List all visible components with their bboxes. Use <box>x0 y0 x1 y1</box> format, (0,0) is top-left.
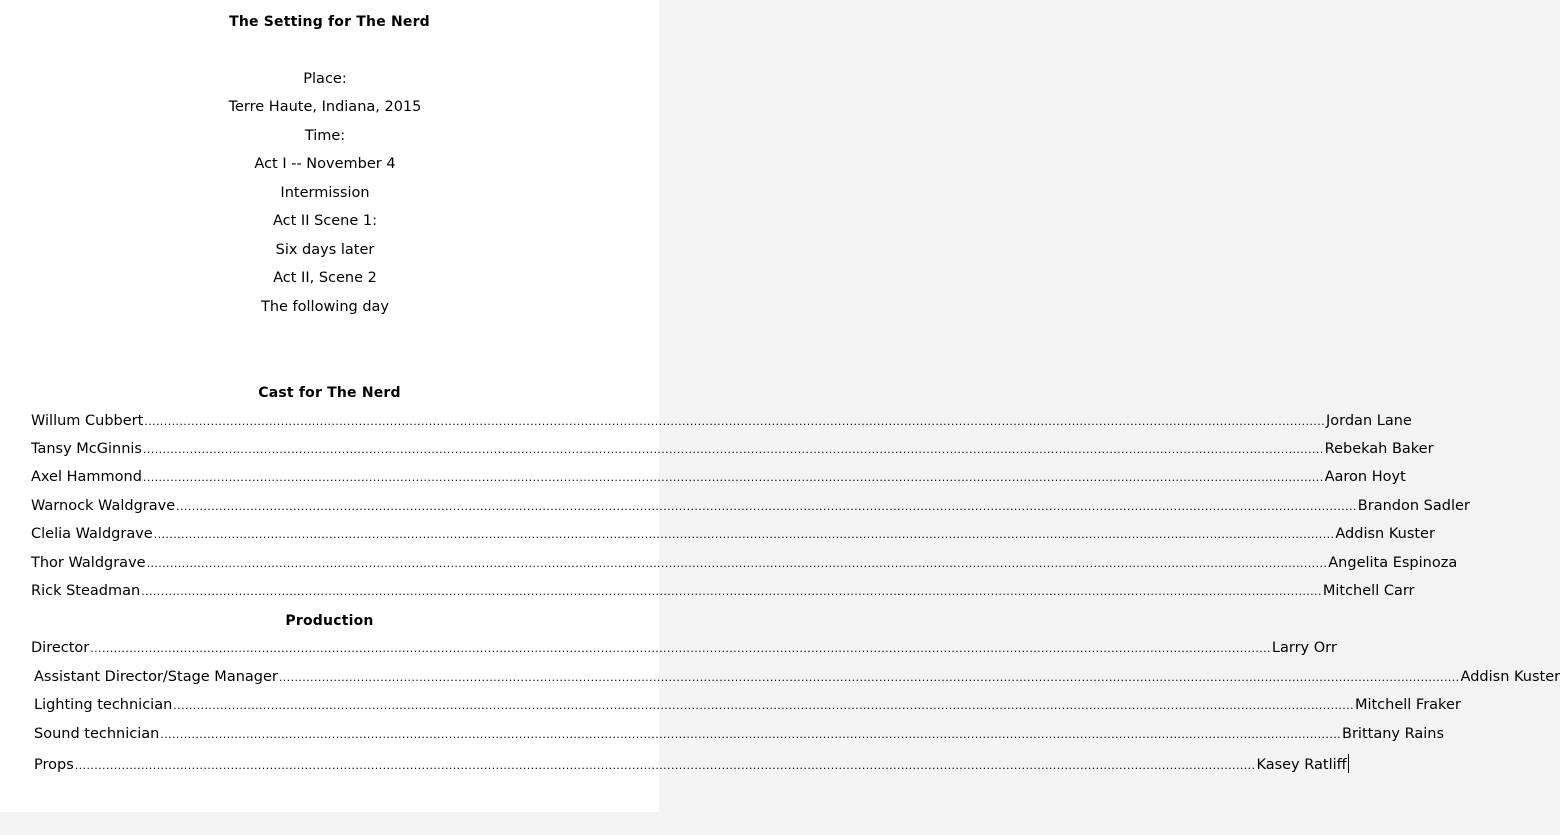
production-person: Larry Orr <box>1271 640 1337 656</box>
production-person: Brittany Rains <box>1342 726 1445 742</box>
cast-row <box>31 413 1412 433</box>
cast-role: Clelia Waldgrave <box>31 526 153 542</box>
setting-line: Time: <box>304 128 346 144</box>
production-person <box>1256 754 1348 773</box>
cast-actor: Addisn Kuster <box>1335 526 1435 542</box>
production-person: Mitchell Fraker <box>1354 697 1461 713</box>
dot-leader: ............................................................................................................................................................................................................................................................................................................... <box>142 471 1324 484</box>
dot-leader: ............................................................................................................................................................................................................................................................................................................... <box>144 415 1325 428</box>
production-title: Production <box>285 613 374 629</box>
cast-row <box>31 498 1470 518</box>
dot-leader: ............................................................................................................................................................................................................................................................................................................... <box>146 557 1328 570</box>
production-row <box>34 754 1347 774</box>
production-role: Assistant Director/Stage Manager <box>34 669 278 685</box>
cast-title: Cast for The Nerd <box>258 385 401 401</box>
dot-leader: ............................................................................................................................................................................................................................................................................................................... <box>74 759 1256 772</box>
dot-leader: ............................................................................................................................................................................................................................................................................................................... <box>176 500 1357 513</box>
production-role: Lighting technician <box>34 697 173 713</box>
setting-line: Act I -- November 4 <box>254 156 396 172</box>
production-row <box>34 669 1560 689</box>
cast-actor: Brandon Sadler <box>1357 498 1470 514</box>
setting-line: Act II, Scene 2 <box>273 270 377 286</box>
cast-row <box>31 526 1435 546</box>
cast-role: Axel Hammond <box>31 469 142 485</box>
dot-leader: ............................................................................................................................................................................................................................................................................................................... <box>90 642 1271 655</box>
cast-actor: Mitchell Carr <box>1322 583 1415 599</box>
setting-line: Intermission <box>280 185 370 201</box>
production-person-name: Kasey Ratliff <box>1256 757 1347 773</box>
production-role: Props <box>34 757 74 773</box>
cast-role: Rick Steadman <box>31 583 141 599</box>
cast-role: Willum Cubbert <box>31 413 144 429</box>
cast-row <box>31 441 1434 461</box>
setting-line: The following day <box>260 299 390 315</box>
cast-row <box>31 469 1406 489</box>
cast-role: Warnock Waldgrave <box>31 498 176 514</box>
production-role: Sound technician <box>34 726 160 742</box>
dot-leader: ............................................................................................................................................................................................................................................................................................................... <box>141 585 1322 598</box>
cast-row <box>31 583 1415 603</box>
cast-actor: Angelita Espinoza <box>1328 555 1458 571</box>
setting-line: Six days later <box>275 242 375 258</box>
dot-leader: ............................................................................................................................................................................................................................................................................................................... <box>278 671 1460 684</box>
setting-line: Place: <box>303 71 347 87</box>
dot-leader: ............................................................................................................................................................................................................................................................................................................... <box>173 699 1354 712</box>
cast-actor: Aaron Hoyt <box>1324 469 1406 485</box>
production-row <box>31 640 1337 660</box>
production-person: Addisn Kuster <box>1460 669 1560 685</box>
text-cursor <box>1348 754 1349 773</box>
cast-actor: Rebekah Baker <box>1324 441 1434 457</box>
dot-leader: ............................................................................................................................................................................................................................................................................................................... <box>160 728 1342 741</box>
cast-role: Tansy McGinnis <box>31 441 142 457</box>
setting-line: Terre Haute, Indiana, 2015 <box>228 99 422 115</box>
setting-line: Act II Scene 1: <box>272 213 378 229</box>
setting-title: The Setting for The Nerd <box>229 14 430 30</box>
cast-actor: Jordan Lane <box>1326 413 1412 429</box>
production-role: Director <box>31 640 90 656</box>
production-row <box>34 697 1461 717</box>
cast-role: Thor Waldgrave <box>31 555 146 571</box>
dot-leader: ............................................................................................................................................................................................................................................................................................................... <box>143 443 1324 456</box>
cast-row <box>31 555 1458 575</box>
dot-leader: ............................................................................................................................................................................................................................................................................................................... <box>153 528 1335 541</box>
production-row <box>34 726 1445 746</box>
